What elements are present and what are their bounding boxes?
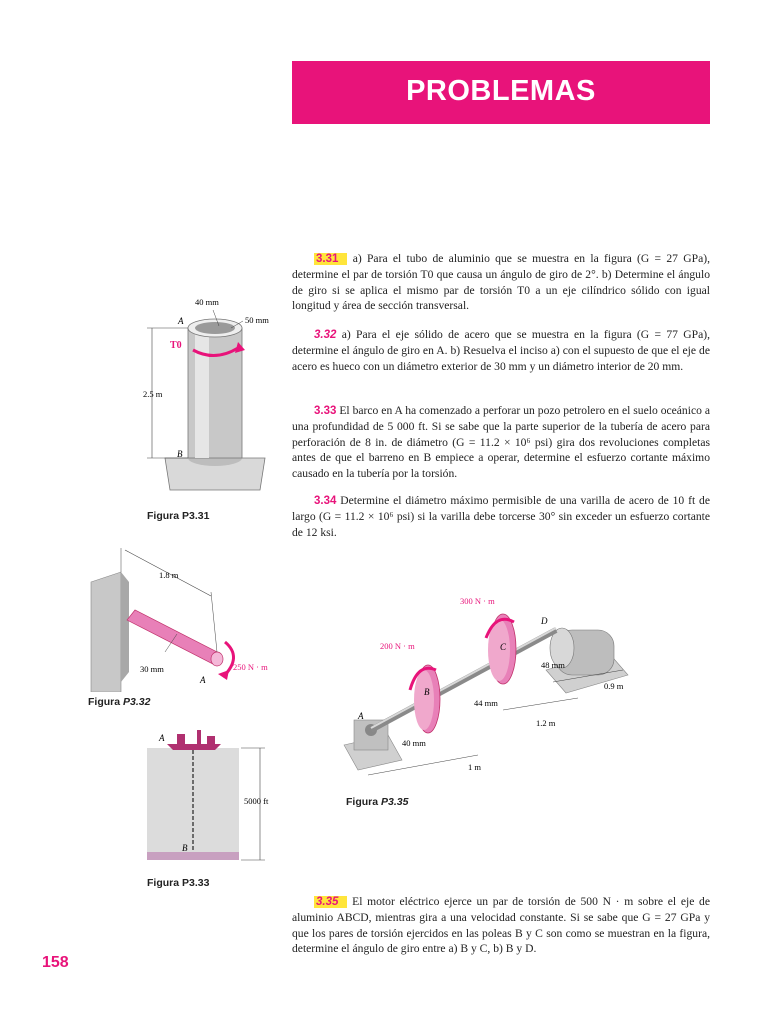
problem-3-34 xyxy=(292,493,710,540)
figure-caption-p3-33: Figura P3.33 xyxy=(147,877,210,889)
problem-text: a) Para el eje sólido de acero que se muestra en la figura (G = 77 GPa), determine el ángulo de giro en A. b) Resuelva el inciso a) con el supuesto de que el eje de acero es hueco con un diámetro exterior de 30 mm y un diámetro interior de 20 mm. xyxy=(292,328,710,373)
problem-number: 3.31 xyxy=(314,253,347,265)
problem-3-35 xyxy=(292,894,710,957)
problem-text: El barco en A ha comenzado a perforar un pozo petrolero en el suelo oceánico a una profundidad de 5 000 ft. Si se sabe que la parte superior de la tubería de acero para perforación de 8 in. de diámetro (G = 11.2 × 10⁶ psi) gira dos revoluciones completas antes de que el barreno en B empiece a operar, determine el esfuerzo cortante máximo causado en la tubería por la torsión. xyxy=(292,404,710,480)
page-number: 158 xyxy=(42,954,69,971)
label-torque: T0 xyxy=(170,340,182,351)
label-point-a: A xyxy=(358,711,364,721)
problem-number: 3.33 xyxy=(314,405,337,417)
label-torque-300: 300 N · m xyxy=(460,596,495,606)
label-diameter: 30 mm xyxy=(140,664,164,674)
label-point-c: C xyxy=(500,642,507,652)
label-length: 2.5 m xyxy=(143,389,163,399)
problem-3-31 xyxy=(292,251,710,314)
label-length-09: 0.9 m xyxy=(604,681,624,691)
problem-number: 3.34 xyxy=(314,495,337,507)
label-depth: 5000 ft xyxy=(244,796,269,806)
caption-prefix: Figura xyxy=(88,696,121,708)
figure-caption-p3-31: Figura P3.31 xyxy=(147,510,210,522)
figure-caption-p3-32 xyxy=(88,696,150,708)
caption-number: P3.32 xyxy=(123,696,151,708)
caption-number: P3.35 xyxy=(381,796,409,808)
problem-text: Determine el diámetro máximo permisible de una varilla de acero de 10 ft de largo (G = 11.2 × 10⁶ psi) si la varilla debe torcerse 30° sin exceder un esfuerzo cortante de 12 ksi. xyxy=(292,494,711,539)
label-point-d: D xyxy=(541,616,548,626)
problem-text: a) Para el tubo de aluminio que se muestra en la figura (G = 27 GPa), determine el par de torsión T0 que causa un ángulo de giro de 2°. b) Determine el ángulo de giro si se aplica el mismo par de torsión T0 a un eje cilíndrico sólido con igual longitud y área de sección transversal. xyxy=(292,252,710,313)
label-outer-diameter: 50 mm xyxy=(245,315,269,325)
label-point-b: B xyxy=(182,843,188,853)
section-title: PROBLEMAS xyxy=(406,75,596,107)
label-torque: 250 N · m xyxy=(233,662,268,672)
problem-text: El motor eléctrico ejerce un par de torsión de 500 N · m sobre el eje de aluminio ABCD, mientras gira a una velocidad constante. Si se sabe que G = 27 GPa y que los pares de torsión ejercidos en las poleas B y C son como se muestran en la figura, determine el ángulo de giro entre a) B y C, b) B y D. xyxy=(292,895,710,956)
label-inner-diameter: 40 mm xyxy=(195,297,219,307)
problem-number: 3.35 xyxy=(314,896,347,908)
caption-prefix: Figura xyxy=(346,796,379,808)
figure-p3-33 xyxy=(145,728,275,868)
problem-3-33 xyxy=(292,403,710,481)
label-point-b: B xyxy=(177,449,183,459)
label-diameter-40: 40 mm xyxy=(402,738,426,748)
section-banner xyxy=(292,61,710,124)
label-point-a: A xyxy=(159,733,165,743)
label-diameter-48: 48 mm xyxy=(541,660,565,670)
problem-3-32 xyxy=(292,327,710,374)
figure-p3-31 xyxy=(135,290,275,500)
label-torque-200: 200 N · m xyxy=(380,641,415,651)
label-point-b: B xyxy=(424,687,430,697)
figure-p3-35 xyxy=(338,590,638,790)
label-length-1: 1 m xyxy=(468,762,481,772)
label-length: 1.8 m xyxy=(159,570,179,580)
figure-p3-32 xyxy=(85,542,285,692)
figure-caption-p3-35 xyxy=(346,796,408,808)
label-point-a: A xyxy=(200,675,206,685)
label-length-12: 1.2 m xyxy=(536,718,556,728)
label-point-a: A xyxy=(178,316,184,326)
label-diameter-44: 44 mm xyxy=(474,698,498,708)
problem-number: 3.32 xyxy=(314,329,337,341)
